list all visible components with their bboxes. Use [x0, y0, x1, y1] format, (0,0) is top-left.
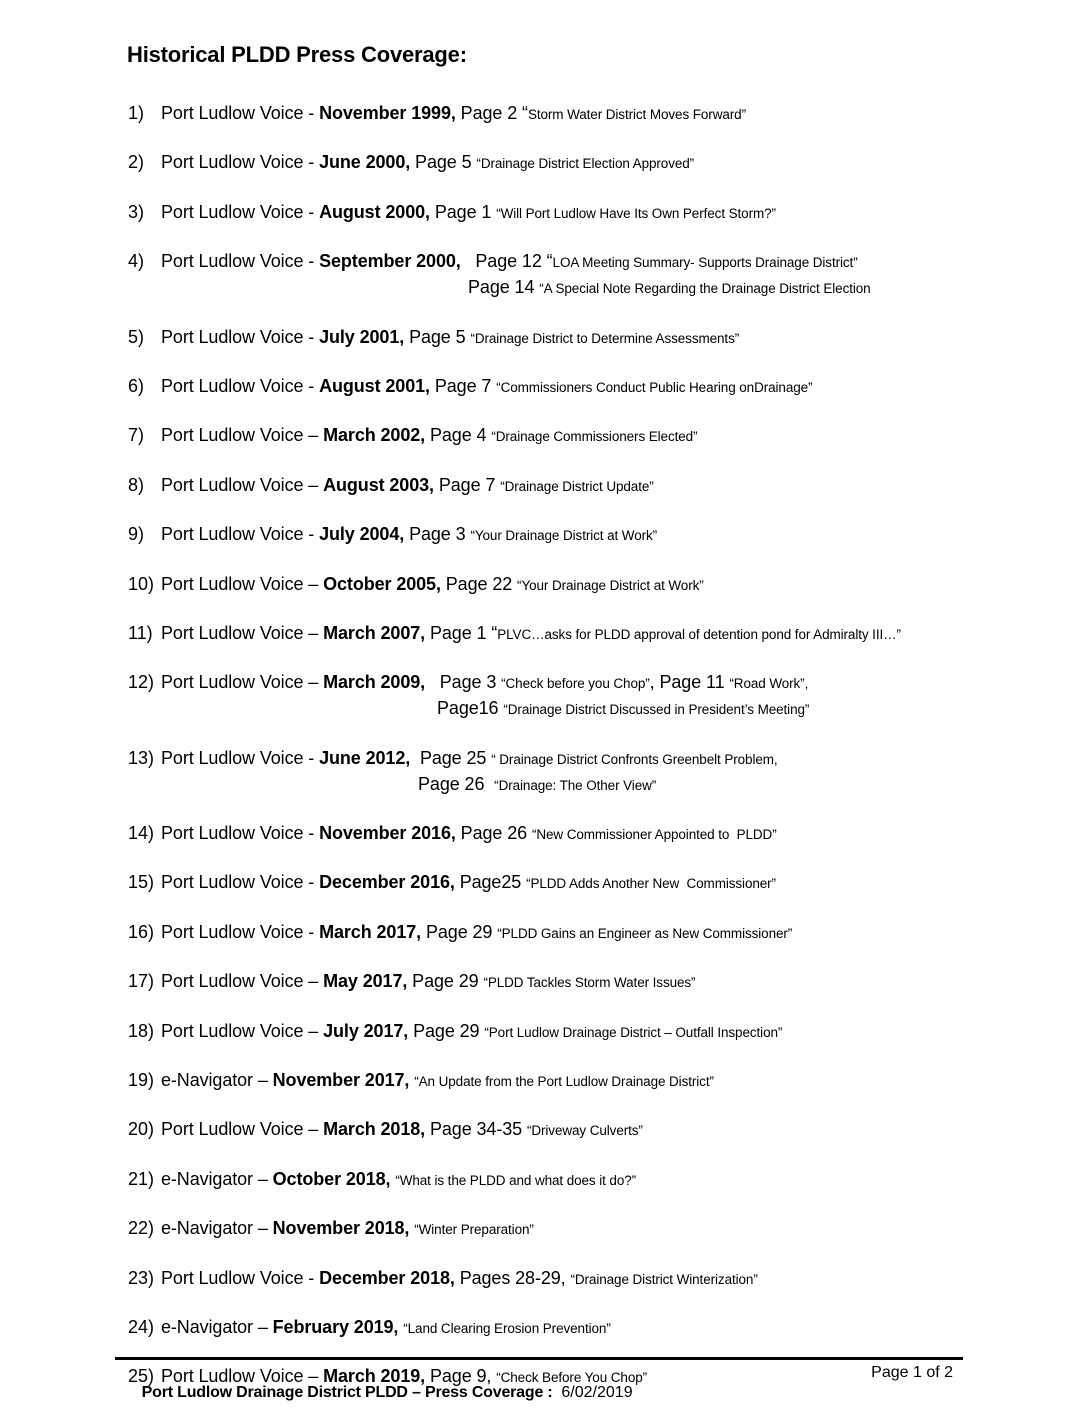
- press-item-content: [161, 1019, 1068, 1045]
- press-item-text-run: “New Commissioner Appointed to PLDD”: [531, 827, 777, 843]
- press-item-text-run: June 2000,: [319, 152, 411, 173]
- press-item-line: [161, 275, 1068, 301]
- press-item-number: 20): [128, 1119, 155, 1140]
- press-item-number: 17): [128, 971, 155, 992]
- press-item: [128, 1068, 1068, 1094]
- press-item: [128, 870, 1068, 896]
- footer-rule: [115, 1357, 963, 1360]
- press-item-content: [161, 522, 1068, 548]
- press-item-text-run: August 2000,: [319, 201, 430, 222]
- press-item-content: [161, 1216, 1068, 1242]
- press-item-text-run: August 2001,: [319, 375, 430, 396]
- press-item-text-run: February 2019,: [272, 1316, 399, 1337]
- press-item: [128, 200, 1068, 226]
- press-item-content: [161, 101, 1068, 127]
- press-item-text-run: October 2005,: [323, 573, 441, 594]
- press-item-text-run: Page16: [437, 698, 504, 719]
- press-item-text-run: Page 12 “: [460, 251, 553, 272]
- press-item-line: [161, 522, 1068, 548]
- footer-date: 6/02/2019: [552, 1384, 633, 1401]
- press-item-content: [161, 325, 1068, 351]
- press-item-line: [161, 1315, 1068, 1341]
- press-item-line: [161, 325, 1068, 351]
- press-item-content: [161, 473, 1068, 499]
- press-item-number: 7): [128, 425, 145, 446]
- press-item-text-run: Port Ludlow Voice -: [161, 375, 320, 396]
- press-item-number: 10): [128, 573, 155, 594]
- press-item-number: 1): [128, 103, 145, 123]
- press-item-text-run: Page 22: [440, 573, 518, 594]
- press-item-number: 24): [128, 1316, 155, 1337]
- press-item: [128, 572, 1068, 598]
- press-item-text-run: November 2018,: [272, 1218, 410, 1239]
- press-item: [128, 473, 1068, 499]
- press-item-text-run: “Your Drainage District at Work”: [470, 528, 658, 544]
- press-item-text-run: Page 5: [404, 326, 471, 347]
- press-item-text-run: Page 7: [429, 375, 497, 396]
- press-item-text-run: Page25: [454, 872, 527, 893]
- press-item-line: [161, 249, 1068, 275]
- press-item-text-run: “Drainage District Discussed in President’s Meeting”: [503, 702, 810, 718]
- press-item-text-run: Port Ludlow Voice -: [161, 152, 320, 173]
- press-item-text-run: “What is the PLDD and what does it do?”: [395, 1172, 637, 1188]
- press-item-content: [161, 1266, 1068, 1292]
- press-item-text-run: “Drainage District Winterization”: [570, 1271, 758, 1287]
- press-item-number: 4): [128, 251, 145, 272]
- press-item-line: [161, 870, 1068, 896]
- press-item-text-run: Port Ludlow Voice –: [161, 1119, 324, 1140]
- press-item: [128, 150, 1068, 176]
- press-item-text-run: “Drainage District Update”: [500, 478, 654, 494]
- press-item-text-run: Port Ludlow Voice -: [161, 1267, 320, 1288]
- press-item-number: 18): [128, 1020, 155, 1041]
- press-item-text-run: Port Ludlow Voice –: [161, 425, 324, 446]
- press-item-number: 15): [128, 872, 155, 893]
- press-item-text-run: March 2018,: [323, 1119, 426, 1140]
- press-item-text-run: “Winter Preparation”: [414, 1222, 534, 1238]
- press-item-text-run: Port Ludlow Voice -: [161, 872, 320, 893]
- press-item-text-run: “Your Drainage District at Work”: [517, 577, 704, 593]
- press-item-text-run: March 2017,: [319, 921, 422, 942]
- press-item-line: [161, 1167, 1068, 1193]
- press-item-number: 25): [128, 1366, 155, 1387]
- press-item-text-run: “ Drainage District Confronts Greenbelt Problem,: [491, 751, 778, 767]
- press-item-content: [161, 670, 1068, 722]
- press-item-content: [161, 572, 1068, 598]
- press-item: [128, 374, 1068, 400]
- press-item-text-run: “Drainage Commissioners Elected”: [491, 429, 698, 445]
- press-item-text-run: Page 25: [410, 747, 492, 768]
- press-item-content: [161, 746, 1068, 798]
- press-item-content: [161, 200, 1068, 226]
- press-item-text-run: “An Update from the Port Ludlow Drainage District”: [414, 1074, 714, 1090]
- press-item-number: 16): [128, 921, 155, 942]
- press-item-line: [161, 1068, 1068, 1094]
- press-item-text-run: LOA Meeting Summary- Supports Drainage District”: [552, 255, 858, 271]
- press-item-text-run: Port Ludlow Voice -: [161, 524, 320, 545]
- press-item-line: [161, 821, 1068, 847]
- press-item-text-run: “Driveway Culverts”: [526, 1123, 643, 1139]
- press-item-content: [161, 1167, 1068, 1193]
- press-item-text-run: March 2019,: [323, 1366, 426, 1387]
- press-item-text-run: “Port Ludlow Drainage District – Outfall Inspection”: [484, 1024, 783, 1040]
- press-item-line: [161, 1117, 1068, 1143]
- press-item-line: [161, 374, 1068, 400]
- press-item-content: [161, 920, 1068, 946]
- press-item: [128, 1315, 1068, 1341]
- press-item-text-run: “PLDD Gains an Engineer as New Commissioner”: [497, 925, 793, 941]
- press-item-text-run: “Check before you Chop”: [501, 676, 650, 692]
- press-item-text-run: Port Ludlow Voice –: [161, 622, 324, 643]
- press-item-text-run: Port Ludlow Voice –: [161, 971, 324, 992]
- press-item-text-run: November 1999,: [319, 103, 456, 123]
- press-item-text-run: December 2018,: [319, 1267, 455, 1288]
- press-item-line: [161, 1266, 1068, 1292]
- press-item-line: [161, 572, 1068, 598]
- press-item-content: [161, 1068, 1068, 1094]
- press-item-content: [161, 249, 1068, 301]
- footer-page-number: Page 1 of 2: [871, 1364, 953, 1381]
- press-item-content: [161, 1315, 1068, 1341]
- press-item-text-run: Port Ludlow Voice -: [161, 251, 320, 272]
- press-item-text-run: Page 1 “: [425, 622, 498, 643]
- press-item-line: [161, 772, 1068, 798]
- press-item-text-run: Page 1: [429, 201, 497, 222]
- press-item-content: [161, 621, 1068, 647]
- press-item: [128, 969, 1068, 995]
- press-item-text-run: Port Ludlow Voice –: [161, 1020, 324, 1041]
- press-item-text-run: Port Ludlow Voice –: [161, 1366, 324, 1387]
- press-item-line: [161, 670, 1068, 696]
- press-item: [128, 746, 1068, 798]
- press-item-text-run: Page 29: [407, 971, 484, 992]
- press-item-text-run: Port Ludlow Voice -: [161, 326, 320, 347]
- press-item-number: 8): [128, 474, 145, 495]
- press-item-number: 14): [128, 823, 155, 844]
- press-item-line: [161, 746, 1068, 772]
- press-item-text-run: October 2018,: [272, 1168, 391, 1189]
- press-item-content: [161, 1117, 1068, 1143]
- press-item-line: [161, 150, 1068, 176]
- press-item-line: [161, 621, 1068, 647]
- press-item: [128, 920, 1068, 946]
- press-item: [128, 423, 1068, 449]
- press-item-number: 2): [128, 152, 145, 173]
- press-item-number: 22): [128, 1218, 155, 1239]
- press-item-number: 12): [128, 672, 155, 693]
- press-item-text-run: e-Navigator –: [161, 1316, 273, 1337]
- press-item-text-run: e-Navigator –: [161, 1070, 273, 1091]
- press-item-number: 23): [128, 1267, 155, 1288]
- press-item: [128, 1266, 1068, 1292]
- press-item-text-run: Port Ludlow Voice -: [161, 103, 320, 123]
- press-item-text-run: March 2007,: [323, 622, 426, 643]
- press-item-text-run: Page 2 “: [455, 103, 528, 123]
- press-item-number: 5): [128, 326, 145, 347]
- press-item-text-run: “PLDD Tackles Storm Water Issues”: [483, 975, 696, 991]
- press-item-text-run: “Check Before You Chop”: [496, 1370, 648, 1386]
- press-item-text-run: Page 26: [455, 823, 532, 844]
- press-item-text-run: e-Navigator –: [161, 1218, 273, 1239]
- press-item-number: 21): [128, 1168, 155, 1189]
- press-item-text-run: “Drainage District Election Approved”: [476, 156, 695, 172]
- press-item-number: 9): [128, 524, 145, 545]
- press-item-text-run: “Road Work”,: [729, 676, 809, 692]
- press-item-number: 11): [128, 622, 153, 643]
- press-item-text-run: “PLDD Adds Another New Commissioner”: [526, 876, 776, 892]
- press-item-text-run: Port Ludlow Voice -: [161, 823, 320, 844]
- press-item-text-run: , Page 11: [649, 672, 730, 693]
- press-item-text-run: November 2017,: [272, 1070, 410, 1091]
- press-item-text-run: July 2001,: [319, 326, 405, 347]
- page-title: Historical PLDD Press Coverage:: [127, 42, 467, 67]
- press-item-text-run: August 2003,: [323, 474, 434, 495]
- press-item-number: 19): [128, 1070, 155, 1091]
- press-item-line: [161, 101, 1068, 127]
- press-item-content: [161, 423, 1068, 449]
- press-item-text-run: “Land Clearing Erosion Prevention”: [403, 1320, 611, 1336]
- press-item: [128, 522, 1068, 548]
- press-coverage-list: [128, 101, 1068, 1408]
- press-item-text-run: November 2016,: [319, 823, 456, 844]
- press-item: [128, 1167, 1068, 1193]
- press-item: [128, 1117, 1068, 1143]
- press-item-line: [161, 920, 1068, 946]
- press-item: [128, 821, 1068, 847]
- press-item: [128, 1216, 1068, 1242]
- press-item-text-run: Page 9,: [425, 1366, 497, 1387]
- press-item-text-run: Port Ludlow Voice -: [161, 747, 320, 768]
- footer-document-label: Port Ludlow Drainage District PLDD – Press Coverage :: [141, 1384, 553, 1401]
- press-item: [128, 249, 1068, 301]
- press-item: [128, 1019, 1068, 1045]
- press-item-text-run: Page 29: [421, 921, 498, 942]
- press-item-text-run: Page 4: [425, 425, 492, 446]
- press-item-text-run: “Drainage District to Determine Assessments”: [470, 330, 740, 346]
- press-item-text-run: September 2000,: [319, 251, 461, 272]
- press-item-text-run: “Commissioners Conduct Public Hearing onDrainage”: [496, 379, 813, 395]
- press-item-text-run: June 2012,: [319, 747, 411, 768]
- press-item: [128, 325, 1068, 351]
- press-item-number: 13): [128, 747, 155, 768]
- press-item: [128, 621, 1068, 647]
- press-item-text-run: July 2017,: [323, 1020, 409, 1041]
- press-item-text-run: Page 3: [425, 672, 502, 693]
- press-item-text-run: “Will Port Ludlow Have Its Own Perfect Storm?”: [496, 205, 776, 221]
- press-item-text-run: PLVC…asks for PLDD approval of detention pond for Admiralty III…”: [497, 626, 901, 642]
- press-item-text-run: Pages 28-29,: [454, 1267, 571, 1288]
- press-item-text-run: Port Ludlow Voice -: [161, 201, 320, 222]
- press-item-content: [161, 969, 1068, 995]
- press-item-content: [161, 150, 1068, 176]
- press-item-line: [161, 696, 1068, 722]
- press-item-number: 3): [128, 201, 145, 222]
- press-item-text-run: Page 34-35: [425, 1119, 527, 1140]
- press-item-line: [161, 1216, 1068, 1242]
- press-item-number: 6): [128, 375, 145, 396]
- press-item-text-run: Page 3: [404, 524, 471, 545]
- press-item-text-run: Port Ludlow Voice -: [161, 921, 320, 942]
- press-item-line: [161, 200, 1068, 226]
- press-item-text-run: Page 5: [410, 152, 477, 173]
- press-item-line: [161, 969, 1068, 995]
- press-item-line: [161, 1019, 1068, 1045]
- press-item-text-run: Port Ludlow Voice –: [161, 474, 324, 495]
- press-item-text-run: Page 7: [433, 474, 501, 495]
- press-item: [128, 101, 1068, 127]
- press-item-text-run: Port Ludlow Voice –: [161, 672, 324, 693]
- press-item-text-run: Page 14: [468, 277, 540, 298]
- press-item-text-run: July 2004,: [319, 524, 405, 545]
- press-item-line: [161, 473, 1068, 499]
- press-item-text-run: December 2016,: [319, 872, 455, 893]
- press-item-text-run: Page 26: [418, 773, 495, 794]
- press-item-text-run: May 2017,: [323, 971, 408, 992]
- press-item-text-run: March 2009,: [323, 672, 426, 693]
- press-item-content: [161, 870, 1068, 896]
- press-item-content: [161, 374, 1068, 400]
- press-item-text-run: “Drainage: The Other View”: [494, 777, 657, 793]
- press-item-text-run: Port Ludlow Voice –: [161, 573, 324, 594]
- press-item-line: [161, 423, 1068, 449]
- press-item-text-run: Storm Water District Moves Forward”: [527, 107, 746, 122]
- press-item: [128, 670, 1068, 722]
- press-item-content: [161, 821, 1068, 847]
- page-footer: [115, 1363, 963, 1408]
- press-item-text-run: “A Special Note Regarding the Drainage District Election: [539, 281, 871, 297]
- press-item-text-run: March 2002,: [323, 425, 426, 446]
- press-item-text-run: e-Navigator –: [161, 1168, 273, 1189]
- footer-left-text: [115, 1363, 633, 1408]
- press-item-text-run: Page 29: [408, 1020, 485, 1041]
